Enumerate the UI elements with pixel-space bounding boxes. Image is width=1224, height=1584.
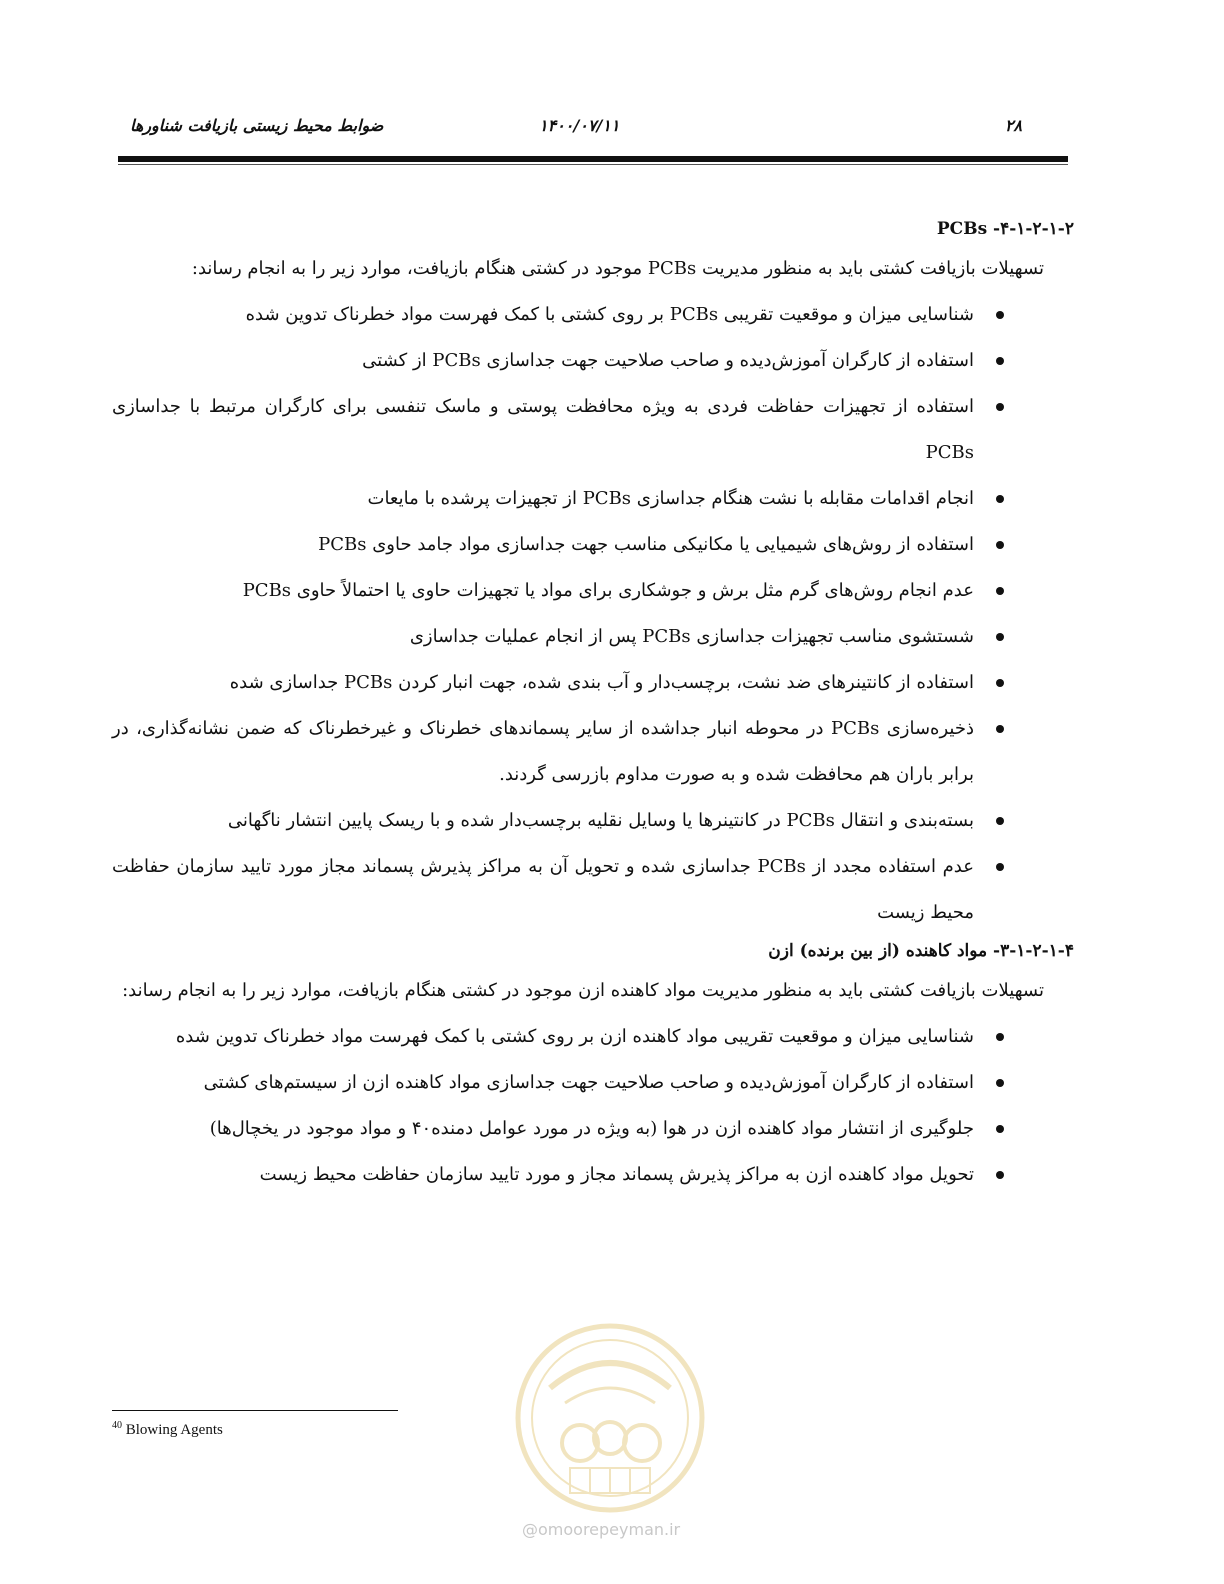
footnote-rule [112,1410,398,1411]
list-item-text: شناسایی میزان و موقعیت تقریبی PCBs بر روی کشتی با کمک فهرست مواد خطرناک تدوین شده [245,304,974,325]
list-item-text: جلوگیری از انتشار مواد کاهنده ازن در هوا (به ویژه در مورد عوامل دمنده۴۰ و مواد موجود در یخچال‌ها) [209,1118,974,1139]
list-item [112,1106,1074,1152]
list-item [112,844,1074,936]
page-number: ۲۸ [1004,116,1022,135]
list-item-text: استفاده از کانتینرهای ضد نشت، برچسب‌دار و آب بندی شده، جهت انبار کردن PCBs جداسازی شده [229,672,974,693]
document-body [112,214,1074,1198]
footnote-text: Blowing Agents [125,1422,223,1438]
bullet-icon [996,1171,1004,1179]
list-item [112,614,1074,660]
bullet-icon [996,495,1004,503]
bullet-icon [996,587,1004,595]
list-item [112,1060,1074,1106]
list-item-text: استفاده از تجهیزات حفاظت فردی به ویژه محافظت پوستی و ماسک تنفسی برای کارگران مرتبط با جداسازی PCBs [112,396,974,463]
section-intro-pcbs: تسهیلات بازیافت کشتی باید به منظور مدیریت PCBs موجود در کشتی هنگام بازیافت، موارد زیر را به انجام رساند: [191,258,1044,279]
bullet-icon [996,1125,1004,1133]
header-date: ۱۴۰۰/۰۷/۱۱ [539,116,620,135]
list-item [112,338,1074,384]
watermark-logo-icon [510,1318,710,1518]
bullet-icon [996,725,1004,733]
list-item [112,798,1074,844]
footnote [112,1420,223,1439]
bullet-icon [996,633,1004,641]
header-rule-shadow [118,164,1068,165]
bullet-icon [996,679,1004,687]
list-item-text: عدم انجام روش‌های گرم مثل برش و جوشکاری برای مواد یا تجهیزات حاوی یا احتمالاً حاوی PCBs [242,580,974,601]
list-item-text: انجام اقدامات مقابله با نشت هنگام جداسازی PCBs از تجهیزات پرشده با مایعات [367,488,974,509]
list-item-text: ذخیره‌سازی PCBs در محوطه انبار جداشده از سایر پسماندهای خطرناک و غیرخطرناک که ضمن نشانه‌گذاری، در برابر باران هم محافظت شده و به صورت مداوم بازرسی گردند. [112,718,974,785]
list-item [112,292,1074,338]
page-header [118,116,1068,146]
bullet-icon [996,1079,1004,1087]
section-heading-pcbs: PCBs -۴-۱-۲-۱-۲ [936,219,1074,239]
list-item [112,522,1074,568]
list-item [112,1014,1074,1060]
list-item [112,660,1074,706]
list-item [112,706,1074,798]
list-item-text: استفاده از روش‌های شیمیایی یا مکانیکی مناسب جهت جداسازی مواد جامد حاوی PCBs [318,534,974,555]
bullet-icon [996,863,1004,871]
list-item-text: استفاده از کارگران آموزش‌دیده و صاحب صلاحیت جهت جداسازی PCBs از کشتی [362,350,974,371]
list-item [112,384,1074,476]
section-heading-ozone: ۳-۱-۲-۱-۴- مواد کاهنده (از بین برنده) ازن [768,941,1074,961]
watermark-url: @omoorepeyman.ir [522,1520,681,1539]
bullet-icon [996,311,1004,319]
list-item-text: شستشوی مناسب تجهیزات جداسازی PCBs پس از انجام عملیات جداسازی [409,626,974,647]
bullet-list-ozone [112,1014,1074,1198]
bullet-icon [996,541,1004,549]
bullet-icon [996,817,1004,825]
list-item [112,568,1074,614]
header-rule [118,156,1068,162]
section-intro-ozone: تسهیلات بازیافت کشتی باید به منظور مدیریت مواد کاهنده ازن موجود در کشتی هنگام بازیافت، موارد زیر را به انجام رساند: [122,980,1044,1001]
list-item-text: عدم استفاده مجدد از PCBs جداسازی شده و تحویل آن به مراکز پذیرش پسماند مجاز مورد تایید سازمان حفاظت محیط زیست [112,856,974,923]
bullet-list-pcbs [112,292,1074,936]
bullet-icon [996,1033,1004,1041]
bullet-icon [996,403,1004,411]
list-item [112,1152,1074,1198]
list-item-text: شناسایی میزان و موقعیت تقریبی مواد کاهنده ازن بر روی کشتی با کمک فهرست مواد خطرناک تدوین شده [175,1026,974,1047]
list-item [112,476,1074,522]
list-item-text: بسته‌بندی و انتقال PCBs در کانتینرها یا وسایل نقلیه برچسب‌دار شده و با ریسک پایین انتشار ناگهانی [227,810,974,831]
bullet-icon [996,357,1004,365]
header-title: ضوابط محیط زیستی بازیافت شناورها [130,116,384,135]
footnote-number: 40 [112,1420,122,1431]
list-item-text: استفاده از کارگران آموزش‌دیده و صاحب صلاحیت جهت جداسازی مواد کاهنده ازن از سیستم‌های کشتی [203,1072,974,1093]
list-item-text: تحویل مواد کاهنده ازن به مراکز پذیرش پسماند مجاز و مورد تایید سازمان حفاظت محیط زیست [259,1164,974,1185]
